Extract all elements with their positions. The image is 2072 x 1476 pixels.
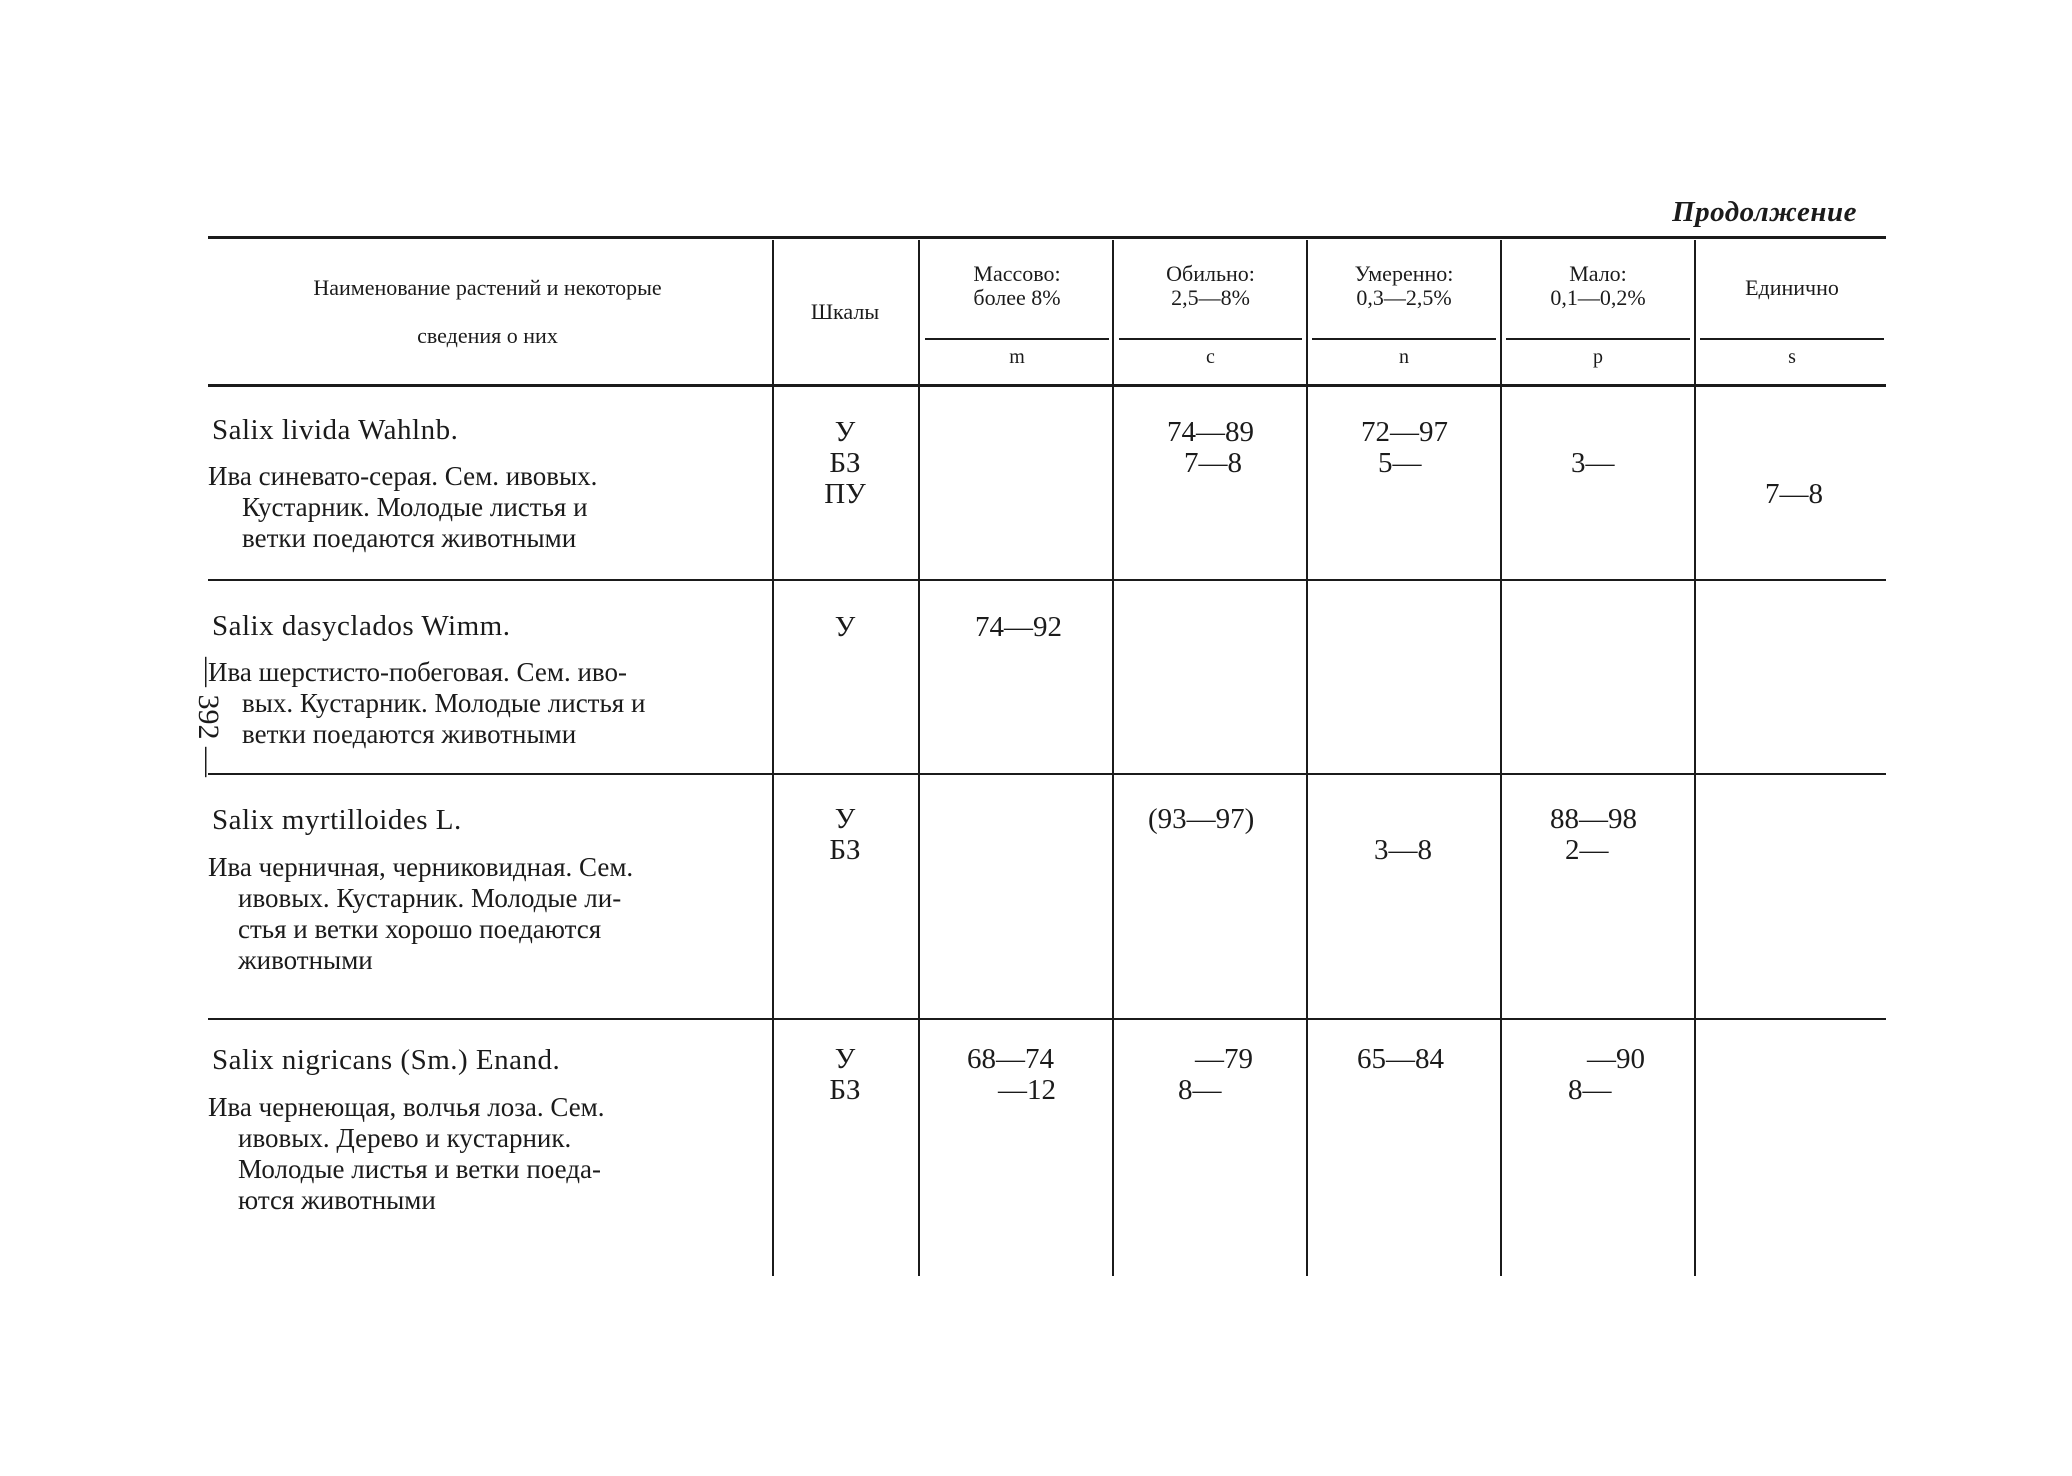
row-divider <box>208 579 1886 581</box>
table-top-rule <box>208 236 1886 239</box>
row-scales <box>775 417 915 510</box>
row-divider <box>208 773 1886 775</box>
row-latin-name: Salix nigricans (Sm.) Enand. <box>212 1044 561 1076</box>
cell-value-p: 8— <box>1568 1074 1612 1106</box>
page-number: — 392 — <box>192 657 225 777</box>
header-bottom-rule <box>208 384 1886 387</box>
header-symbol: s <box>1788 346 1796 368</box>
row-latin-name: Salix livida Wahlnb. <box>212 414 459 446</box>
cell-value-p: 88—98 <box>1550 803 1637 835</box>
header-symbol: p <box>1593 346 1603 368</box>
header-symbol: n <box>1399 346 1409 368</box>
cell-value-s: 7—8 <box>1765 478 1823 510</box>
scale-code: БЗ <box>829 1074 861 1106</box>
cell-value-c: 8— <box>1178 1074 1222 1106</box>
header-abundance-line: 2,5—8% <box>1171 285 1250 310</box>
header-abundance-line: Единично <box>1745 275 1839 300</box>
header-abundance-n <box>1312 262 1496 310</box>
row-latin-name: Salix dasyclados Wimm. <box>212 610 511 642</box>
header-sub-rule <box>925 338 1109 340</box>
desc-line: вых. Кустарник. Молодые листья и <box>242 688 646 718</box>
column-line <box>772 240 774 1276</box>
desc-line: Ива синевато-серая. Сем. ивовых. <box>208 461 598 491</box>
header-name-col <box>210 264 765 360</box>
desc-line: Ива чернеющая, волчья лоза. Сем. <box>208 1092 605 1122</box>
header-symbol: c <box>1206 346 1215 368</box>
row-description <box>208 1092 756 1216</box>
scale-code: У <box>834 416 856 448</box>
header-abundance-s <box>1700 276 1884 300</box>
column-line <box>1112 240 1114 1276</box>
desc-line: Ива черничная, черниковидная. Сем. <box>208 852 634 882</box>
column-line <box>1500 240 1502 1276</box>
desc-line: ветки поедаются животными <box>242 523 577 553</box>
cell-value-p: 2— <box>1565 834 1609 866</box>
cell-value-c: —79 <box>1195 1043 1253 1075</box>
row-description <box>208 657 756 750</box>
header-abundance-line: более 8% <box>973 285 1061 310</box>
cell-value-m: 74—92 <box>975 611 1062 643</box>
desc-line: ются животными <box>238 1185 436 1215</box>
header-abundance-line: Массово: <box>973 261 1061 286</box>
desc-line: животными <box>238 945 373 975</box>
cell-value-c: 74—89 <box>1167 416 1254 448</box>
desc-line: стья и ветки хорошо поедаются <box>238 914 602 944</box>
header-name-line: сведения о них <box>417 323 558 348</box>
desc-line: ивовых. Дерево и кустарник. <box>238 1123 572 1153</box>
header-sub-rule <box>1119 338 1302 340</box>
row-description <box>208 461 756 554</box>
continuation-label: Продолжение <box>1672 196 1857 228</box>
header-abundance-p <box>1506 262 1690 310</box>
scale-code: У <box>834 1043 856 1075</box>
desc-line: ивовых. Кустарник. Молодые ли- <box>238 883 622 913</box>
header-scales-col: Шкалы <box>810 299 880 324</box>
header-abundance-line: Обильно: <box>1166 261 1255 286</box>
cell-value-n: 65—84 <box>1357 1043 1444 1075</box>
cell-value-c: (93—97) <box>1148 803 1255 835</box>
scale-code: БЗ <box>829 834 861 866</box>
scale-code: У <box>834 803 856 835</box>
cell-value-p: —90 <box>1587 1043 1645 1075</box>
header-abundance-line: Умеренно: <box>1354 261 1454 286</box>
desc-line: Кустарник. Молодые листья и <box>242 492 588 522</box>
scale-code: У <box>834 611 856 643</box>
cell-value-p: 3— <box>1571 447 1615 479</box>
header-name-line: Наименование растений и некоторые <box>313 275 662 300</box>
cell-value-n: 72—97 <box>1361 416 1448 448</box>
header-sub-rule <box>1312 338 1496 340</box>
cell-value-m: 68—74 <box>967 1043 1054 1075</box>
scale-code: ПУ <box>824 478 866 510</box>
header-abundance-c <box>1119 262 1302 310</box>
desc-line: Ива шерстисто-побеговая. Сем. иво- <box>208 657 627 687</box>
row-scales <box>775 1044 915 1106</box>
cell-value-n: 3—8 <box>1374 834 1432 866</box>
header-symbol: m <box>1009 346 1025 368</box>
row-divider <box>208 1018 1886 1020</box>
row-scales <box>775 612 915 643</box>
row-description <box>208 852 756 976</box>
header-sub-rule <box>1506 338 1690 340</box>
cell-value-n: 5— <box>1378 447 1422 479</box>
desc-line: Молодые листья и ветки поеда- <box>238 1154 601 1184</box>
cell-value-c: 7—8 <box>1184 447 1242 479</box>
desc-line: ветки поедаются животными <box>242 719 577 749</box>
scale-code: БЗ <box>829 447 861 479</box>
row-latin-name: Salix myrtilloides L. <box>212 804 462 836</box>
header-sub-rule <box>1700 338 1884 340</box>
header-abundance-line: 0,3—2,5% <box>1356 285 1452 310</box>
header-abundance-line: Мало: <box>1569 261 1627 286</box>
column-line <box>1694 240 1696 1276</box>
header-abundance-line: 0,1—0,2% <box>1550 285 1646 310</box>
row-scales <box>775 804 915 866</box>
column-line <box>918 240 920 1276</box>
column-line <box>1306 240 1308 1276</box>
header-abundance-m <box>925 262 1109 310</box>
cell-value-m: —12 <box>998 1074 1056 1106</box>
